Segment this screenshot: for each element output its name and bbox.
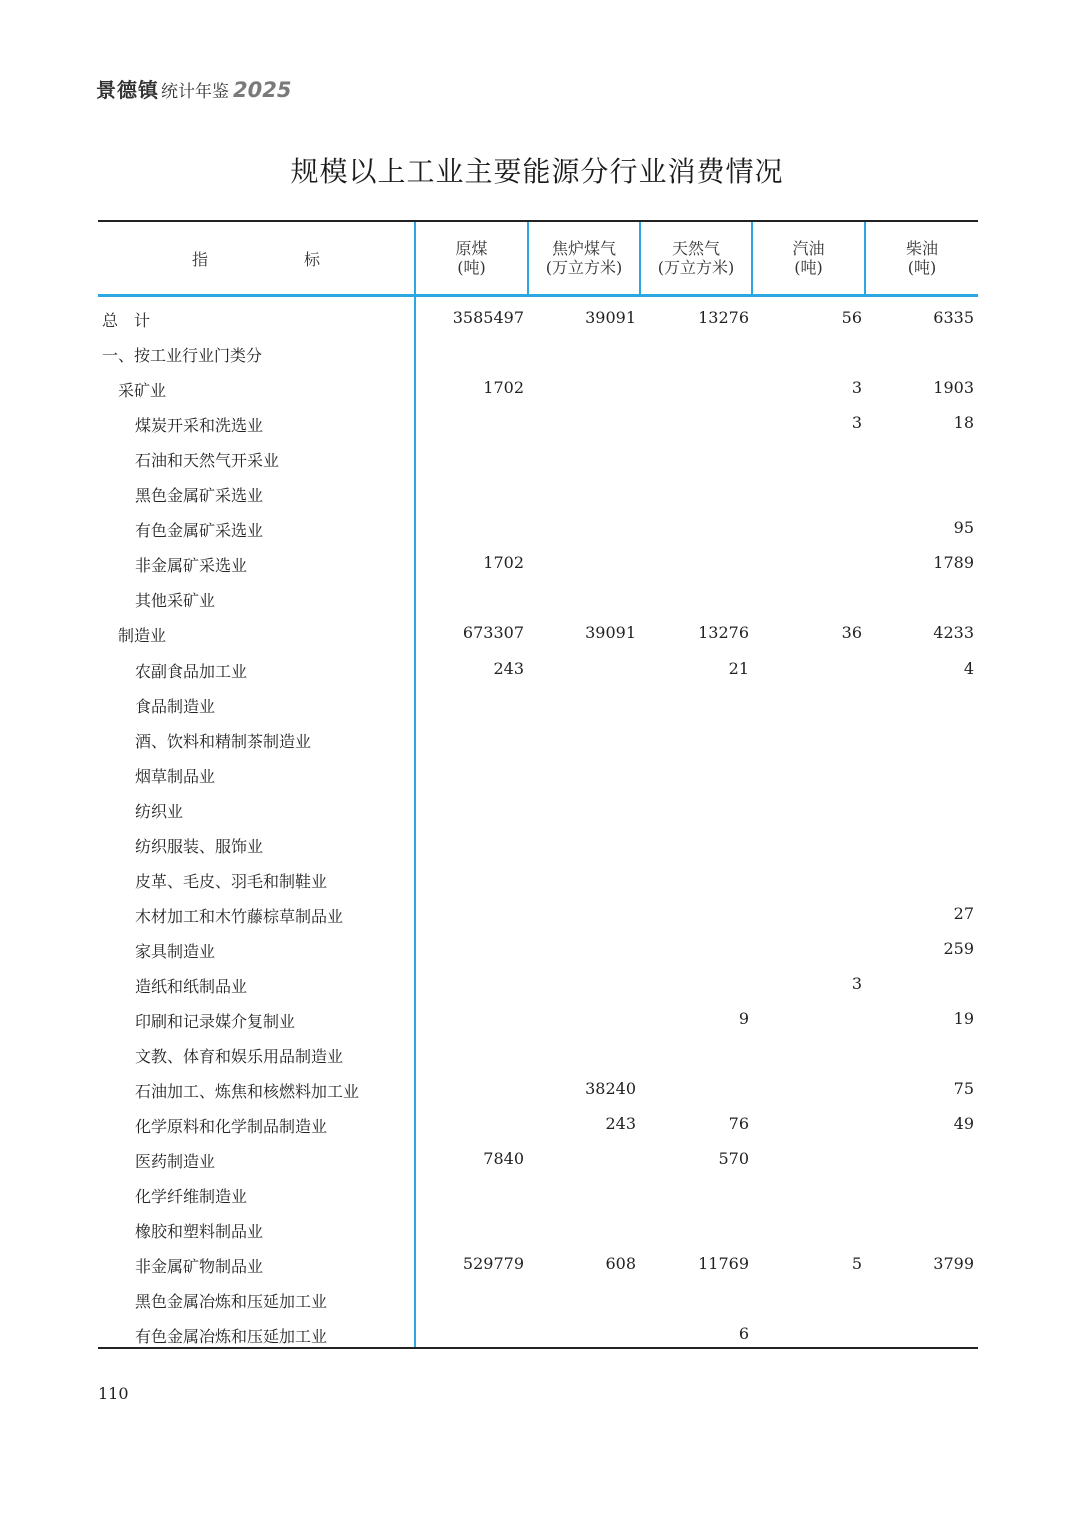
- row-label: 农副食品加工业: [135, 661, 248, 681]
- table-row: [98, 651, 978, 685]
- table-row: [98, 370, 978, 404]
- column-name: 焦炉煤气: [551, 239, 616, 258]
- table-row: [98, 405, 978, 439]
- table-row: [98, 1001, 978, 1035]
- running-header: [96, 74, 291, 104]
- row-label: 印刷和记录媒介复制业: [135, 1012, 296, 1031]
- table-row: [98, 1071, 978, 1105]
- column-header-diesel: [866, 222, 978, 294]
- row-label: 皮革、毛皮、羽毛和制鞋业: [135, 871, 328, 891]
- row-value: 1702: [483, 553, 524, 573]
- table-row: [98, 510, 978, 544]
- row-value: 3: [851, 413, 862, 433]
- row-label: 一、按工业行业门类分: [102, 346, 263, 366]
- row-value: 38240: [585, 1079, 636, 1099]
- table-row: [98, 545, 978, 579]
- row-value: 3: [851, 378, 862, 398]
- table-row: [98, 335, 978, 369]
- table-row: [98, 1211, 978, 1245]
- row-label: 文教、体育和娱乐用品制造业: [135, 1047, 344, 1067]
- row-value: 9: [738, 1009, 749, 1028]
- row-label: 采矿业: [118, 381, 167, 401]
- row-value: 75: [953, 1079, 974, 1099]
- column-header-label: 指 标: [191, 249, 360, 269]
- row-value: 1702: [483, 378, 524, 398]
- table-row: [98, 440, 978, 474]
- row-value: 3: [851, 973, 862, 993]
- row-label: 家具制造业: [135, 941, 216, 961]
- page-number: 110: [98, 1384, 129, 1403]
- row-value: 4: [963, 658, 974, 678]
- table-row: [98, 1176, 978, 1210]
- row-label: 煤炭开采和洗选业: [135, 416, 264, 436]
- row-value: 6335: [933, 308, 974, 327]
- row-value: 529779: [462, 1254, 524, 1274]
- row-value: 56: [841, 308, 862, 327]
- table-row: [98, 580, 978, 614]
- header-brand: 景德镇: [96, 78, 159, 102]
- row-value: 39091: [585, 308, 636, 327]
- column-header-natural-gas: [641, 222, 751, 294]
- column-unit: (万立方米): [657, 258, 735, 277]
- row-label: 烟草制品业: [135, 766, 216, 786]
- row-value: 36: [841, 623, 862, 643]
- row-value: 5: [851, 1254, 862, 1274]
- table-row: [98, 791, 978, 825]
- table-row: [98, 966, 978, 1000]
- table-row: [98, 1036, 978, 1070]
- table-row: [98, 615, 978, 649]
- row-label: 制造业: [118, 626, 167, 646]
- table-row: [98, 931, 978, 965]
- column-unit: (吨): [907, 258, 937, 277]
- row-value: 259: [943, 938, 974, 958]
- row-label: 纺织业: [135, 801, 184, 821]
- row-value: 1903: [933, 378, 974, 398]
- row-label: 石油加工、炼焦和核燃料加工业: [135, 1082, 360, 1102]
- row-label: 食品制造业: [135, 696, 216, 716]
- row-value: 76: [728, 1114, 749, 1134]
- row-label: 化学纤维制造业: [135, 1187, 248, 1207]
- table-row: [98, 686, 978, 720]
- row-label: 有色金属冶炼和压延加工业: [135, 1327, 328, 1347]
- row-value: 19: [953, 1009, 974, 1028]
- page-title: 规模以上工业主要能源分行业消费情况: [290, 155, 784, 188]
- table-row: [98, 896, 978, 930]
- row-value: 11769: [698, 1254, 749, 1274]
- row-label: 其他采矿业: [135, 591, 216, 611]
- row-label: 化学原料和化学制品制造业: [135, 1117, 328, 1137]
- row-value: 1789: [933, 553, 974, 573]
- row-value: 39091: [585, 623, 636, 643]
- column-name: 柴油: [905, 239, 938, 258]
- column-unit: (吨): [794, 258, 823, 277]
- column-name: 汽油: [792, 239, 825, 258]
- column-header-raw-coal: [416, 222, 527, 294]
- row-label: 造纸和纸制品业: [135, 976, 248, 996]
- row-label: 黑色金属矿采选业: [135, 486, 264, 506]
- table-row: [98, 475, 978, 509]
- row-value: 3585497: [452, 308, 524, 327]
- row-value: 673307: [462, 623, 524, 643]
- row-value: 27: [953, 903, 974, 923]
- row-value: 243: [605, 1114, 636, 1134]
- column-unit: (万立方米): [545, 258, 623, 277]
- row-label: 纺织服装、服饰业: [135, 836, 264, 856]
- table-row: [98, 1246, 978, 1280]
- header-year: 2025: [233, 78, 292, 102]
- table-header-rule: [98, 294, 978, 297]
- table-row: [98, 721, 978, 755]
- row-value: 6: [738, 1324, 749, 1344]
- row-value: 4233: [933, 623, 974, 643]
- table-row: [98, 1281, 978, 1315]
- table-row: [98, 826, 978, 860]
- column-name: 原煤: [455, 239, 488, 258]
- row-value: 7840: [483, 1149, 524, 1169]
- row-label: 酒、饮料和精制茶制造业: [135, 731, 312, 751]
- row-label: 非金属矿物制品业: [135, 1257, 264, 1277]
- row-label: 橡胶和塑料制品业: [135, 1222, 264, 1242]
- row-value: 608: [605, 1254, 636, 1274]
- header-subtitle: 统计年鉴: [161, 82, 229, 102]
- row-value: 243: [493, 658, 524, 678]
- column-header-coke-oven-gas: [529, 222, 639, 294]
- row-value: 21: [728, 658, 749, 678]
- row-label: 黑色金属冶炼和压延加工业: [135, 1292, 328, 1312]
- row-label: 有色金属矿采选业: [135, 521, 264, 541]
- row-label: 石油和天然气开采业: [135, 451, 280, 471]
- row-value: 13276: [698, 623, 749, 643]
- column-unit: (吨): [457, 258, 486, 277]
- row-value: 570: [718, 1149, 749, 1169]
- row-label: 总 计: [102, 311, 151, 330]
- row-label: 木材加工和木竹藤棕草制品业: [135, 906, 344, 926]
- column-name: 天然气: [671, 239, 720, 258]
- row-value: 3799: [933, 1254, 974, 1274]
- row-value: 95: [953, 518, 974, 538]
- table-row: [98, 300, 978, 334]
- row-label: 非金属矿采选业: [135, 556, 248, 576]
- row-value: 49: [953, 1114, 974, 1134]
- table-row: [98, 861, 978, 895]
- table-row: [98, 1106, 978, 1140]
- table-row: [98, 756, 978, 790]
- column-header-gasoline: [753, 222, 864, 294]
- table-row: [98, 1316, 978, 1350]
- row-value: 13276: [698, 308, 749, 327]
- row-label: 医药制造业: [135, 1152, 216, 1172]
- row-value: 18: [953, 413, 974, 433]
- table-row: [98, 1141, 978, 1175]
